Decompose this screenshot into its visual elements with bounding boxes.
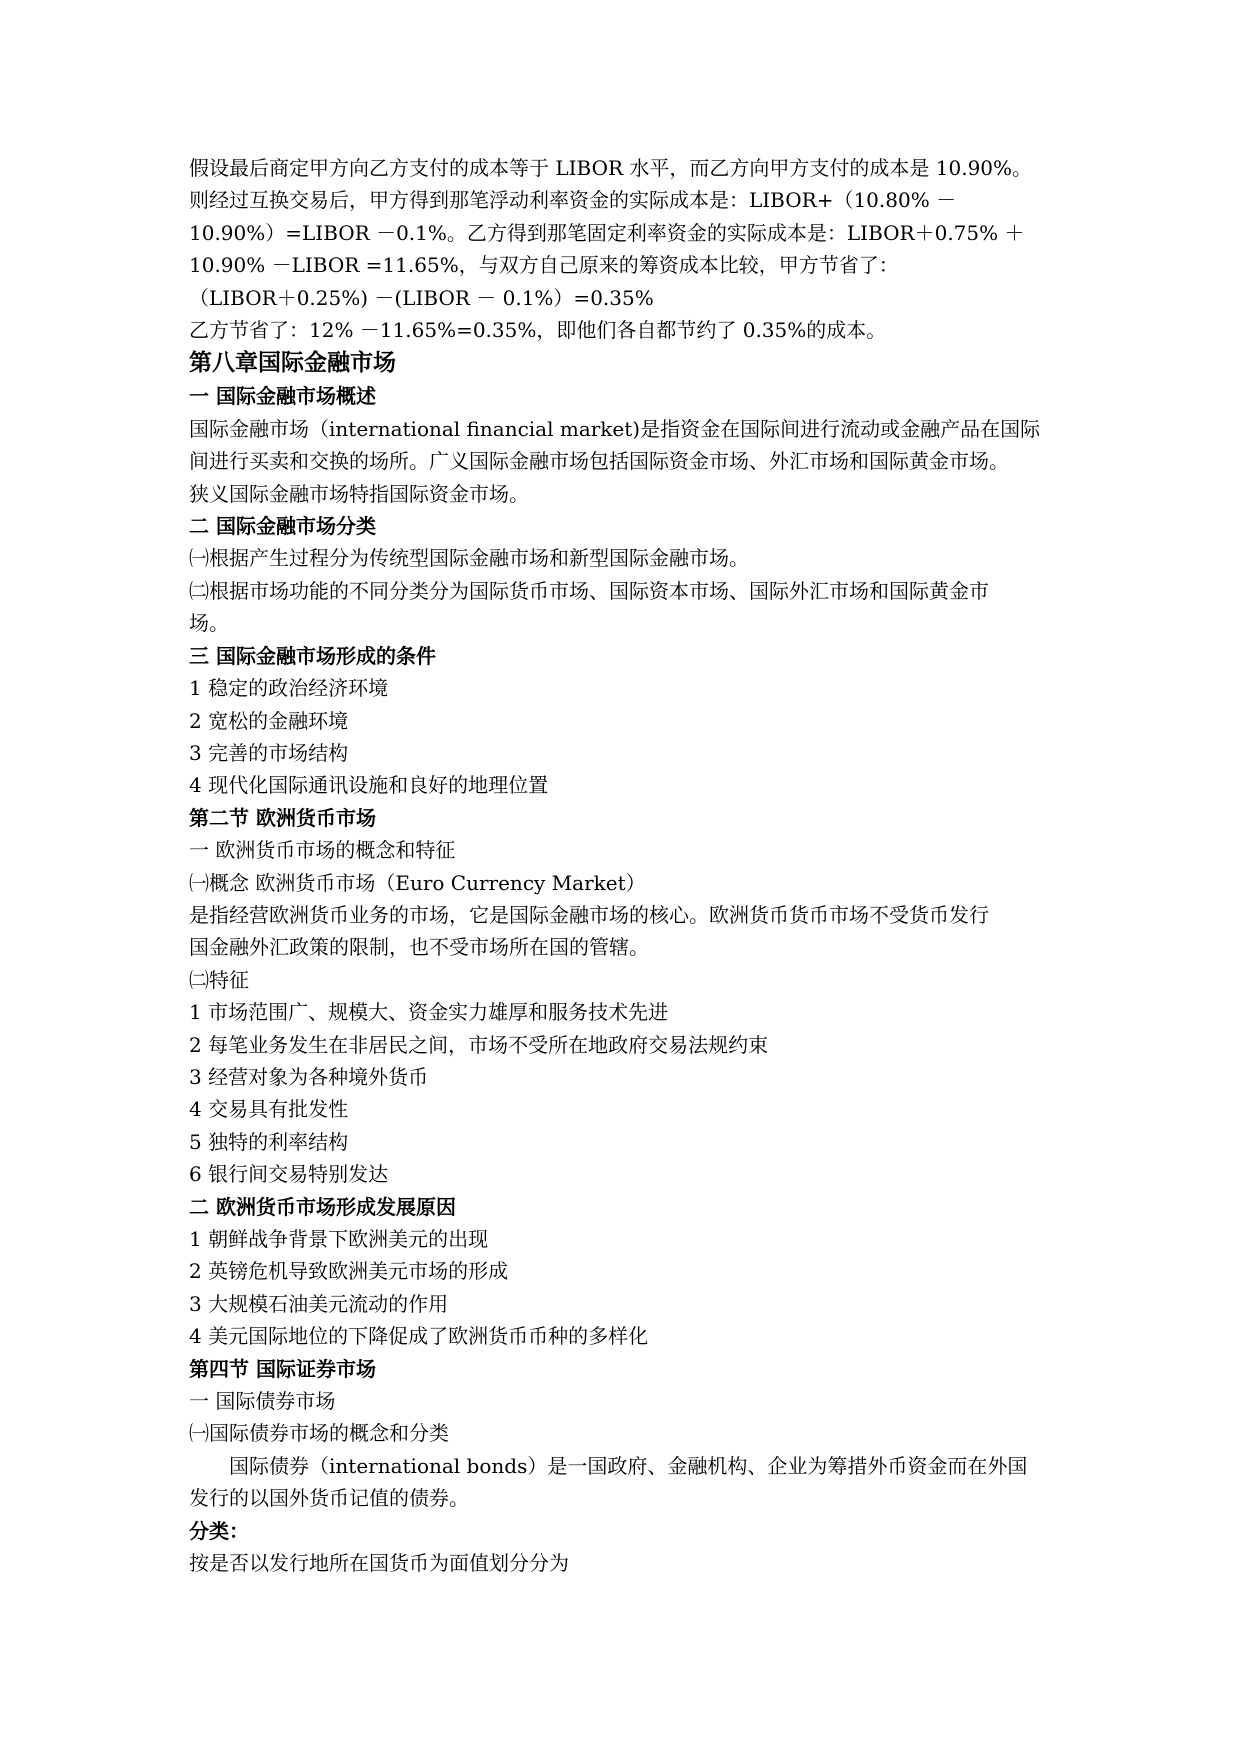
text-line: ㈡特征	[189, 967, 249, 992]
text-line: ㈠概念 欧洲货币市场（Euro Currency Market）	[189, 870, 646, 895]
text-line: 一 欧洲货币市场的概念和特征	[189, 838, 456, 863]
text-line: 2 宽松的金融环境	[189, 708, 349, 733]
text-line: 1 市场范围广、规模大、资金实力雄厚和服务技术先进	[189, 1000, 669, 1025]
section-heading: 二 国际金融市场分类	[189, 514, 376, 539]
section-heading: 分类：	[189, 1518, 249, 1543]
text-line: 10.90% －LIBOR =11.65%，与双方自己原来的筹资成本比较，甲方节省了：	[189, 253, 899, 278]
text-line: 1 稳定的政治经济环境	[189, 676, 389, 701]
text-line: 2 英镑危机导致欧洲美元市场的形成	[189, 1259, 509, 1284]
section-heading: 三 国际金融市场形成的条件	[189, 643, 436, 668]
section-heading: 二 欧洲货币市场形成发展原因	[189, 1194, 456, 1219]
section-heading: 第二节 欧洲货币市场	[189, 805, 376, 830]
text-line: 4 现代化国际通讯设施和良好的地理位置	[189, 773, 549, 798]
text-line: 按是否以发行地所在国货币为面值划分分为	[189, 1551, 569, 1576]
text-line: 则经过互换交易后，甲方得到那笔浮动利率资金的实际成本是：LIBOR+（10.80% －	[189, 188, 957, 213]
text-line: 是指经营欧洲货币业务的市场，它是国际金融市场的核心。欧洲货币货币市场不受货币发行	[189, 902, 989, 927]
text-line: 狭义国际金融市场特指国际资金市场。	[189, 481, 529, 506]
text-line: 3 大规模石油美元流动的作用	[189, 1291, 449, 1316]
text-line: 假设最后商定甲方向乙方支付的成本等于 LIBOR 水平，而乙方向甲方支付的成本是 10.90%。	[189, 156, 1033, 180]
text-line: 3 经营对象为各种境外货币	[189, 1064, 429, 1089]
text-line: 乙方节省了：12% －11.65%=0.35%，即他们各自都节约了 0.35%的成本。	[189, 318, 887, 343]
text-line: 一 国际债券市场	[189, 1389, 336, 1414]
text-line: 间进行买卖和交换的场所。广义国际金融市场包括国际资金市场、外汇市场和国际黄金市场。	[189, 449, 1009, 474]
text-line: 国际债券（international bonds）是一国政府、金融机构、企业为筹措外币资金而在外国	[229, 1453, 1028, 1478]
text-line: 5 独特的利率结构	[189, 1129, 349, 1154]
text-line: 4 美元国际地位的下降促成了欧洲货币币种的多样化	[189, 1324, 649, 1349]
text-line: 国际金融市场（international financial market)是指资金在国际间进行流动或金融产品在国际	[189, 416, 1041, 441]
chapter-heading: 第八章国际金融市场	[189, 350, 396, 377]
text-line: 2 每笔业务发生在非居民之间，市场不受所在地政府交易法规约束	[189, 1032, 769, 1057]
text-line: （LIBOR＋0.25%) －(LIBOR － 0.1%）=0.35%	[189, 285, 654, 310]
text-line: 国金融外汇政策的限制，也不受市场所在国的管辖。	[189, 935, 649, 960]
text-line: ㈠国际债券市场的概念和分类	[189, 1421, 449, 1446]
text-line: 4 交易具有批发性	[189, 1097, 349, 1122]
text-line: 3 完善的市场结构	[189, 740, 349, 765]
text-line: ㈡根据市场功能的不同分类分为国际货币市场、国际资本市场、国际外汇市场和国际黄金市	[189, 578, 989, 603]
text-line: 场。	[189, 611, 229, 636]
text-line: ㈠根据产生过程分为传统型国际金融市场和新型国际金融市场。	[189, 546, 749, 571]
section-heading: 第四节 国际证券市场	[189, 1356, 376, 1381]
text-line: 发行的以国外货币记值的债券。	[189, 1486, 469, 1511]
text-line: 1 朝鲜战争背景下欧洲美元的出现	[189, 1227, 489, 1251]
text-line: 10.90%）=LIBOR －0.1%。乙方得到那笔固定利率资金的实际成本是：LIBOR＋0.75% ＋	[189, 220, 1025, 245]
section-heading: 一 国际金融市场概述	[189, 384, 376, 409]
text-line: 6 银行间交易特别发达	[189, 1162, 389, 1187]
